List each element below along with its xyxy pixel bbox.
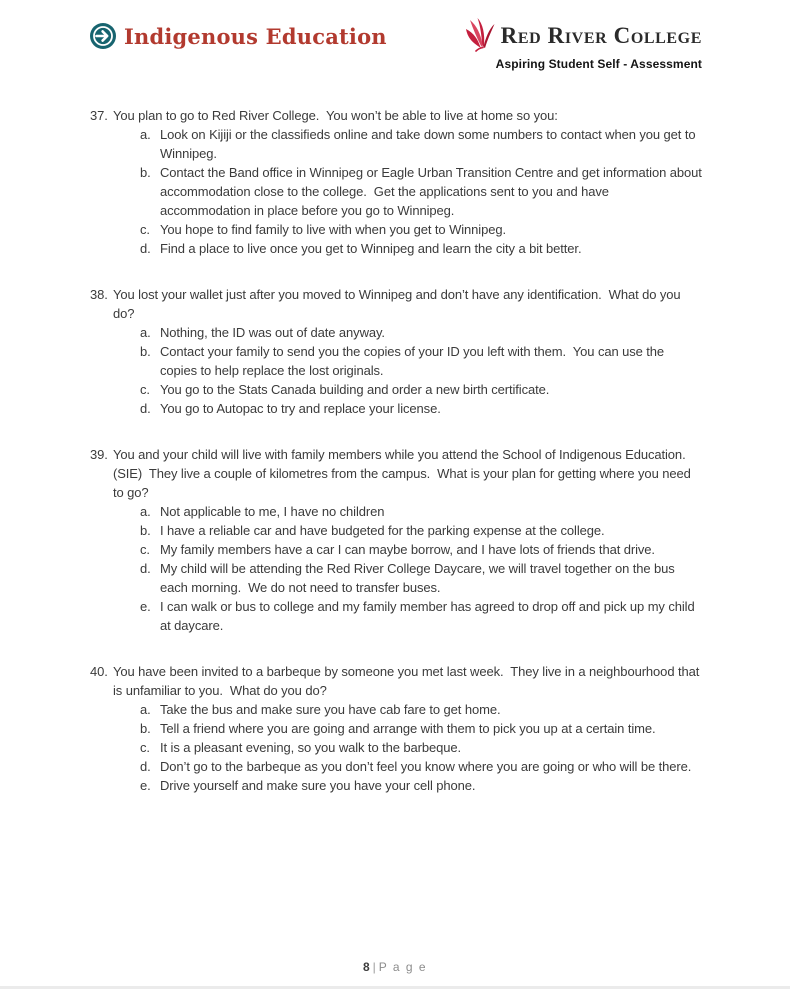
option-text: You go to Autopac to try and replace your license. [160, 401, 441, 416]
option-letter: c. [140, 382, 150, 397]
answer-option [140, 323, 702, 342]
option-letter: d. [140, 759, 151, 774]
option-letter: a. [140, 325, 151, 340]
question-body [113, 445, 702, 635]
option-letter: a. [140, 504, 151, 519]
option-letter: d. [140, 241, 151, 256]
rrc-logo-row [464, 20, 702, 52]
option-text: I can walk or bus to college and my family member has agreed to drop off and pick up my child at daycare. [160, 599, 699, 633]
answer-option [140, 342, 702, 380]
rrc-wordmark: Red River College [500, 23, 702, 48]
answer-option [140, 163, 706, 220]
document-subtitle: Aspiring Student Self - Assessment [495, 57, 702, 71]
answer-option [140, 125, 702, 163]
option-letter: e. [140, 778, 151, 793]
footer-separator: | [372, 960, 376, 974]
option-text: Find a place to live once you get to Winnipeg and learn the city a bit better. [160, 241, 582, 256]
answer-option [140, 502, 702, 521]
option-letter: c. [140, 222, 150, 237]
page-header [90, 20, 702, 71]
question-text: You and your child will live with family members while you attend the School of Indigenous Education. (SIE) They live a couple of kilometres from the campus. What is your plan for getting where you need to go? [113, 447, 695, 500]
option-letter: b. [140, 344, 151, 359]
question-text: You plan to go to Red River College. You won’t be able to live at home so you: [113, 108, 558, 123]
option-letter: b. [140, 165, 151, 180]
answer-option [140, 597, 702, 635]
question-body [113, 106, 706, 258]
option-letter: d. [140, 561, 151, 576]
option-text: You go to the Stats Canada building and order a new birth certificate. [160, 382, 550, 397]
question-number: 39. [90, 447, 108, 462]
questions-list [90, 106, 706, 822]
answer-option [140, 776, 702, 795]
question [90, 445, 702, 635]
option-text: You hope to find family to live with when you get to Winnipeg. [160, 222, 506, 237]
answer-option [140, 220, 702, 239]
question-text: You have been invited to a barbeque by someone you met last week. They live in a neighbourhood that is unfamiliar to you. What do you do? [113, 664, 703, 698]
answer-option [140, 738, 702, 757]
option-letter: b. [140, 721, 151, 736]
option-letter: b. [140, 523, 151, 538]
answer-option [140, 700, 702, 719]
answer-option [140, 239, 702, 258]
answer-option [140, 399, 702, 418]
option-text: Don’t go to the barbeque as you don’t feel you know where you are going or who will be there. [160, 759, 692, 774]
option-text: Not applicable to me, I have no children [160, 504, 385, 519]
question-number: 38. [90, 287, 108, 302]
question [90, 285, 702, 418]
answer-option [140, 540, 702, 559]
option-text: Nothing, the ID was out of date anyway. [160, 325, 385, 340]
option-letter: a. [140, 127, 151, 142]
page-number: 8 [362, 960, 370, 974]
answer-option [140, 521, 702, 540]
arrow-circle-icon [90, 23, 116, 49]
option-text: My child will be attending the Red River College Daycare, we will travel together on the bus each morning. We do not need to transfer buses. [160, 561, 679, 595]
question-body [113, 662, 702, 795]
indigenous-education-wordmark: Indigenous Education [124, 23, 387, 49]
option-letter: c. [140, 542, 150, 557]
option-text: Contact your family to send you the copies of your ID you left with them. You can use the copies to help replace the lost originals. [160, 344, 668, 378]
page-word: P a g e [378, 960, 428, 974]
option-letter: d. [140, 401, 151, 416]
option-text: I have a reliable car and have budgeted for the parking expense at the college. [160, 523, 605, 538]
question-number: 37. [90, 108, 108, 123]
question-text: You lost your wallet just after you moved to Winnipeg and don’t have any identification. What do you do? [113, 287, 685, 321]
question [90, 662, 702, 795]
option-text: Take the bus and make sure you have cab fare to get home. [160, 702, 501, 717]
question-body [113, 285, 702, 418]
answer-option [140, 757, 702, 776]
page-footer [0, 960, 790, 974]
question-number: 40. [90, 664, 108, 679]
red-river-college-logo [464, 20, 702, 71]
question [90, 106, 706, 258]
option-text: Contact the Band office in Winnipeg or Eagle Urban Transition Centre and get information about accommodation close to the college. Get the applications sent to you and have accommodation in place before you go to Winnipeg. [160, 165, 706, 218]
option-letter: a. [140, 702, 151, 717]
answer-option [140, 559, 702, 597]
option-text: It is a pleasant evening, so you walk to the barbeque. [160, 740, 462, 755]
answer-option [140, 719, 702, 738]
option-text: Look on Kijiji or the classifieds online and take down some numbers to contact when you get to Winnipeg. [160, 127, 699, 161]
option-letter: c. [140, 740, 150, 755]
indigenous-education-logo [90, 20, 387, 49]
answer-option [140, 380, 702, 399]
option-text: My family members have a car I can maybe borrow, and I have lots of friends that drive. [160, 542, 655, 557]
crocus-flower-icon [464, 18, 496, 52]
option-text: Tell a friend where you are going and arrange with them to pick you up at a certain time. [160, 721, 656, 736]
option-text: Drive yourself and make sure you have your cell phone. [160, 778, 476, 793]
option-letter: e. [140, 599, 151, 614]
